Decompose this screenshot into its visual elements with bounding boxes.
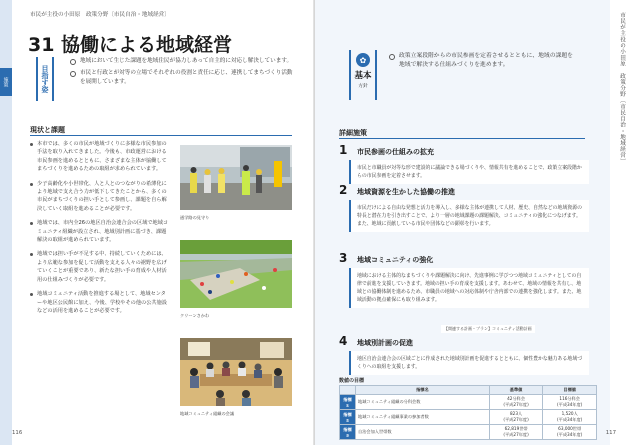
measure-body: 市民と市職員が対等な形で建設的に議論できる場づくりや、情報共有を進めることで、政策立案段階からの市民参画を定着させます。 <box>349 160 589 184</box>
measure-body: 地域における主体的なまちづくりや課題解決に向け、先進事例に学びつつ地域コミュニティとしての自律で前進を支援していきます。地域の担い手の育成を支援します。あわせて、地域の情報を共有し、地域との協働体制を進めるため、市職員の地域への対応体制や庁舎内部での連携を強化します。また、地域活動の拠点確保にも取り組みます。 <box>349 268 589 308</box>
table-header: 目標値 <box>543 386 597 395</box>
page-title: 31 協働による地域経営 <box>28 34 233 56</box>
situation-list <box>30 140 170 321</box>
photo-caption: クリーンさかわ <box>180 313 210 318</box>
table-header: 指標名 <box>356 386 490 395</box>
measure-name: 地域資源を生かした協働の推進 <box>357 188 455 196</box>
policy-label-text: 基本 <box>354 71 372 81</box>
photo-crossing-guard <box>180 145 292 210</box>
table-cell: 62,819世帯 (平成27年度) <box>489 425 543 440</box>
table-cell: 自治会加入世帯数 <box>356 425 490 440</box>
table-cell: 地域コミュニティ組織の分科会数 <box>356 395 490 410</box>
list-item: 地域では担い手が不足する中、持続していくためには、より広範な参加を促して活動を支える人々の裾野を広げていくことが重要であり、新たな担い手の育成や人材活用の仕組みづくりが必要です。 <box>30 250 170 284</box>
table-header-row <box>340 386 597 395</box>
list-item: 本市では、多くの市民が地域づくりに多様な市民参加の手法を取り入れてきました。今後も、市政運営における市民参画を進めるとともに、さまざまな主体が協働してまちづくりを進めるための取組が求められています。 <box>30 140 170 174</box>
list-item: 地域では、市内全26の地区自治会連合会の区域で地域コミュニティ組織が設立され、地域別計画に基づき、課題解決の取組が進められています。 <box>30 219 170 244</box>
table-header: 基準値 <box>489 386 543 395</box>
table-header <box>340 386 356 395</box>
table-row <box>340 410 597 425</box>
table-cell: 823人 (平成27年度) <box>489 410 543 425</box>
circle-bullet-icon <box>70 59 76 65</box>
measure-number: 2 <box>339 183 348 197</box>
breadcrumb: 市民が主役の小田原 政策分野〔市民自治・地域経営〕 <box>30 12 170 18</box>
table-cell: 1,520人 (平成34年度) <box>543 410 597 425</box>
table-cell: 指標① <box>340 395 356 410</box>
photo-caption: 通学路の見守り <box>180 215 210 220</box>
bullet-icon <box>30 253 33 256</box>
vertical-breadcrumb: 市民が主役の小田原 政策分野〔市民自治・地域経営〕 <box>619 12 625 165</box>
photo-river-cleanup <box>180 240 292 308</box>
goal-list <box>70 57 295 90</box>
goal-item: 地域において生じた課題を地域住民が協力しあって自主的に対応し解決しています。 <box>70 57 295 66</box>
flower-icon: ✿ <box>356 53 370 67</box>
bullet-icon <box>30 222 33 225</box>
page-number: 116 <box>12 430 23 436</box>
page-number: 117 <box>605 430 616 436</box>
policy-text: 政策立案段階からの市民参画を定着させるとともに、地域の課題を地域で解決する仕組みづくりを進めます。 <box>389 52 577 70</box>
situation-heading: 現状と課題 <box>30 126 65 134</box>
bullet-icon <box>30 143 33 146</box>
table-cell: 116分科会 (平成34年度) <box>543 395 597 410</box>
bullet-icon <box>30 293 33 296</box>
measure-name: 市民参画の仕組みの拡充 <box>357 148 434 156</box>
photo-caption: 地域コミュニティ組織の会議 <box>180 411 235 416</box>
goal-item: 市民と行政とが対等の立場でそれぞれの役割と責任に応じ、連携してまちづくり活動を展開しています。 <box>70 69 295 87</box>
measure-number: 4 <box>339 334 348 348</box>
list-item: 少子高齢化や小世帯化、人と人とのつながりの希薄化により地域で支え合う力が低下してきたことから、多くの市民がまちづくりの担い手として参画し、課題を自ら解決していく取組を進めることが必要です。 <box>30 180 170 214</box>
policy-box <box>335 40 585 100</box>
measure-item <box>339 183 589 232</box>
measure-item <box>339 251 589 308</box>
side-strip <box>0 0 12 445</box>
indicator-title: 数値の目標 <box>339 378 365 384</box>
table-row <box>340 395 597 410</box>
measure-body: 市民だけによる自由な発想と活力を導入し、多様な主体が連携して人材、歴史、自然などの地域資源の特長と潜在力を引き出すことで、より一層の地域課題の課題解決、コミュニティの強化につなげます。また、地域に貢献している市民や団体などの顕彰を行います。 <box>349 200 589 232</box>
indicator-table <box>339 385 597 440</box>
table-cell: 42分科会 (平成27年度) <box>489 395 543 410</box>
measure-item <box>339 143 589 184</box>
heading-rule <box>30 135 292 136</box>
measure-name: 地域別計画の促進 <box>357 339 413 347</box>
measure-number: 1 <box>339 143 348 157</box>
measure-number: 3 <box>339 251 348 265</box>
table-row <box>340 425 597 440</box>
list-item: 地域コミュニティ活動を推進する場として、地域センターや地区公民館に加え、今後、学校やその他の公共施設などの活用を進めることが必要です。 <box>30 290 170 315</box>
goal-label: 目指す姿 <box>36 57 54 101</box>
bullet-icon <box>30 183 33 186</box>
policy-label-sub: 方針 <box>358 84 368 89</box>
goal-box <box>30 55 293 107</box>
heading-rule <box>339 138 585 139</box>
photo-meeting <box>180 338 292 406</box>
measure-name: 地域コミュニティの強化 <box>357 256 434 264</box>
circle-bullet-icon <box>70 71 76 77</box>
related-plan-note: 【関連する計画・プラン】コミュニティ活動計画 <box>441 325 535 333</box>
circle-bullet-icon <box>389 54 395 60</box>
side-tab: 施策 <box>0 68 12 96</box>
table-cell: 63,000世帯 (平成34年度) <box>543 425 597 440</box>
right-page <box>315 0 630 445</box>
table-cell: 指標② <box>340 410 356 425</box>
policy-label <box>349 50 377 100</box>
measure-item <box>339 334 589 375</box>
table-cell: 指標③ <box>340 425 356 440</box>
table-cell: 地域コミュニティ組織事業の参加者数 <box>356 410 490 425</box>
measure-body: 地区自治会連合会の区域ごとに作成された地域別計画を促進するとともに、個性豊かな魅力ある地域づくりへの取組を支援します。 <box>349 351 589 375</box>
details-heading: 詳細施策 <box>339 129 367 137</box>
